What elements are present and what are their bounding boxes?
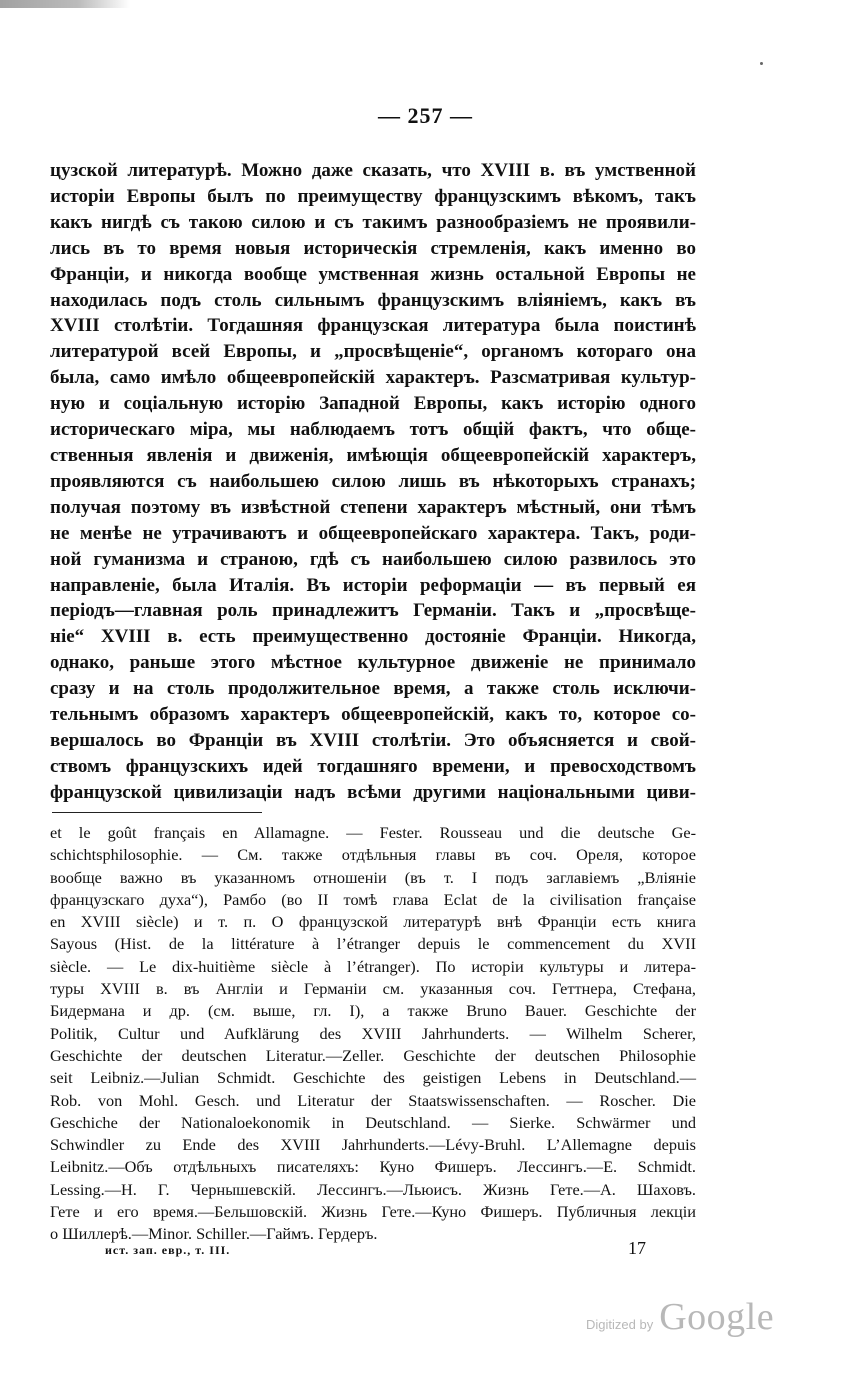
- footnotes-block: [50, 822, 696, 1246]
- footnote-line: Schwindler zu Ende des XVIII Jahrhunderts.—Lévy-Bruhl. L’Allemagne depuis: [50, 1135, 696, 1155]
- footnote-line: французскаго духа“), Рамбо (во II томѣ глава Eclat de la civilisation française: [50, 889, 696, 909]
- footnote-line: о Шиллерѣ.—Minor. Schiller.—Гаймъ. Гердеръ.: [50, 1224, 378, 1244]
- google-logo: Google: [659, 1296, 775, 1338]
- main-text-line: ствомъ французскихъ идей тогдашняго времени, и превосходствомъ: [50, 755, 696, 777]
- footnote-line: siècle. — Le dix-huitième siècle à l’étranger). По исторіи культуры и литера-: [50, 956, 696, 976]
- footnote-line: Гете и его время.—Бельшовскій. Жизнь Гете.—Куно Фишеръ. Публичныя лекціи: [50, 1202, 696, 1222]
- main-text-line: лись въ то время новыя историческія стремленія, какъ именно во: [50, 237, 696, 259]
- footnote-line: Lessing.—Н. Г. Чернышевскій. Лессингъ.—Льюисъ. Жизнь Гете.—А. Шаховъ.: [50, 1179, 696, 1199]
- main-text-line: XVIII столѣтіи. Тогдашняя французская литература была поистинѣ: [50, 315, 696, 337]
- main-text-block: [50, 158, 696, 806]
- main-text-line: періодъ—главная роль принадлежитъ Германіи. Такъ и „просвѣще-: [50, 600, 696, 622]
- footnote-line: Leibnitz.—Объ отдѣльныхъ писателяхъ: Куно Фишеръ. Лессингъ.—E. Schmidt.: [50, 1157, 696, 1177]
- main-text-line: литературой всей Европы, и „просвѣщеніе“, органомъ котораго она: [50, 341, 696, 363]
- main-text-line: направленіе, была Италія. Въ исторіи реформаціи — въ первый ея: [50, 574, 696, 596]
- footnote-line: schichtsphilosophie. — См. также отдѣльныя главы въ соч. Ореля, которое: [50, 845, 696, 865]
- main-text-line: ной гуманизма и страною, гдѣ съ наибольшею силою развилось это: [50, 548, 696, 570]
- main-text-line: исторіи Европы былъ по преимуществу французскимъ вѣкомъ, такъ: [50, 185, 696, 207]
- footnote-line: seit Leibniz.—Julian Schmidt. Geschichte des geistigen Lebens in Deutschland.—: [50, 1068, 696, 1088]
- footnote-line: Geschiche der Nationaloekonomik in Deutschland. — Sierke. Schwärmer und: [50, 1112, 696, 1132]
- footnote-divider: [52, 812, 262, 813]
- main-text-line: вершалось во Франціи въ XVIII столѣтіи. Это объясняется и свой-: [50, 729, 696, 751]
- main-text-line: находилась подъ столь сильнымъ французскимъ вліяніемъ, какъ въ: [50, 289, 696, 311]
- main-text-line: ніе“ XVIII в. есть преимущественно достояніе Франціи. Никогда,: [50, 626, 696, 648]
- main-text-line: не менѣе не утрачиваютъ и общеевропейскаго характера. Такъ, роди-: [50, 522, 696, 544]
- main-text-line: ную и соціальную исторію Западной Европы, какъ исторію одного: [50, 393, 696, 415]
- watermark-digitized-text: Digitized by: [586, 1317, 654, 1332]
- footnote-line: Бидермана и др. (см. выше, гл. I), а также Bruno Bauer. Geschichte der: [50, 1001, 696, 1021]
- signature-number: 17: [628, 1238, 646, 1258]
- main-text-line: тельнымъ образомъ характеръ общеевропейскій, какъ то, которое со-: [50, 704, 696, 726]
- footnote-line: en XVIII siècle) и т. п. О французской литературѣ внѣ Франціи есть книга: [50, 912, 696, 932]
- header-scan-mark: [0, 0, 130, 8]
- main-text-line: французской цивилизаціи надъ всѣми другими національными циви-: [50, 781, 696, 803]
- footnote-line: туры XVIII в. въ Англіи и Германіи см. указанныя соч. Геттнера, Стефана,: [50, 979, 696, 999]
- main-text-line: Франціи, и никогда вообще умственная жизнь остальной Европы не: [50, 263, 696, 285]
- page-number: — 257 —: [378, 103, 473, 128]
- footnote-line: et le goût français en Allamagne. — Fester. Rousseau und die deutsche Ge-: [50, 823, 696, 842]
- main-text-line: историческаго міра, мы наблюдаемъ тотъ общій фактъ, что обще-: [50, 419, 696, 441]
- main-text-line: получая поэтому въ извѣстной степени характеръ мѣстный, они тѣмъ: [50, 496, 696, 518]
- main-text-line: была, само имѣло общеевропейскій характеръ. Разсматривая культур-: [50, 367, 696, 389]
- main-text-line: проявляются съ наибольшею силою лишь въ нѣкоторыхъ странахъ;: [50, 470, 696, 492]
- main-text-line: сразу и на столь продолжительное время, а также столь исключи-: [50, 678, 696, 700]
- footnote-line: вообще важно въ указанномъ отношеніи (въ т. I подъ заглавіемъ „Вліяніе: [50, 867, 696, 887]
- main-text-line: какъ нигдѣ съ такою силою и съ такимъ разнообразіемъ не проявили-: [50, 211, 696, 233]
- main-text-line: однако, раньше этого мѣстное культурное движеніе не принимало: [50, 652, 696, 674]
- scan-dot: [760, 62, 763, 65]
- footnote-line: Geschichte der deutschen Literatur.—Zeller. Geschichte der deutschen Philosophie: [50, 1045, 696, 1065]
- google-watermark: [586, 1295, 774, 1339]
- main-text-line: ственныя явленія и движенія, имѣющія общеевропейскій характеръ,: [50, 444, 696, 466]
- footnote-line: Politik, Cultur und Aufklärung des XVIII Jahrhunderts. — Wilhelm Scherer,: [50, 1023, 696, 1043]
- footnote-line: Rob. von Mohl. Gesch. und Literatur der Staatswissenschaften. — Roscher. Die: [50, 1090, 696, 1110]
- footnote-line: Sayous (Hist. de la littérature à l’étranger depuis le commencement du XVII: [50, 934, 696, 954]
- main-text-line: цузской литературѣ. Можно даже сказать, что XVIII в. въ умственной: [50, 160, 696, 181]
- printer-signature: ист. зап. евр., т. III.: [105, 1243, 231, 1257]
